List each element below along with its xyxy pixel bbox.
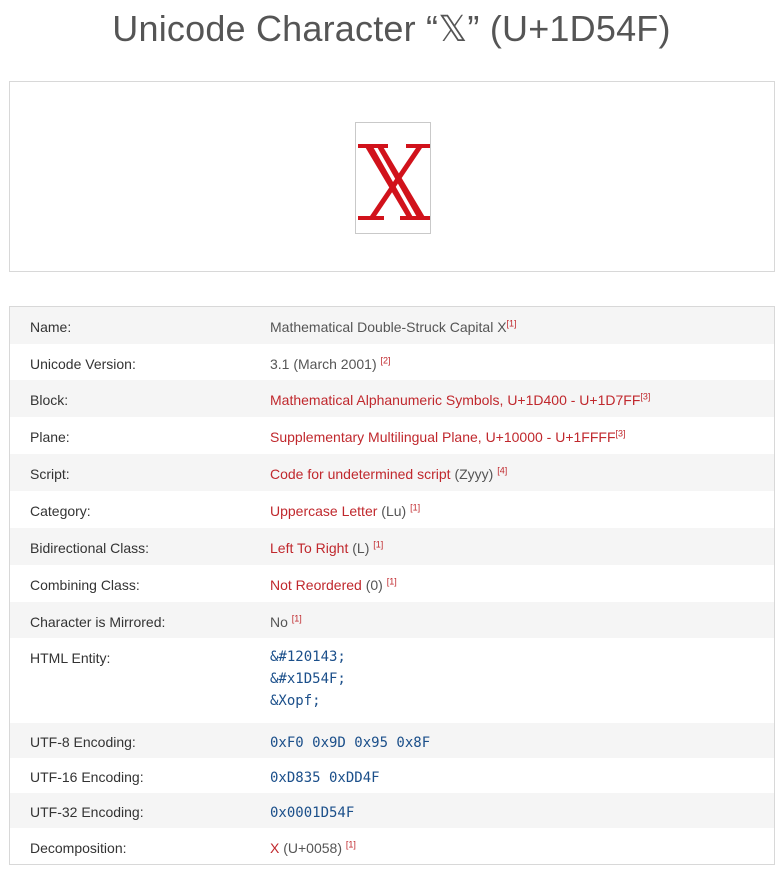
info-value-script	[270, 466, 507, 482]
reference-link[interactable]: [1]	[373, 539, 384, 550]
encoding-code: 0x0001D54F	[270, 805, 355, 821]
info-row-plane	[10, 417, 774, 454]
reference-link[interactable]: [1]	[345, 839, 356, 850]
info-label-script: Script:	[30, 466, 70, 482]
html-entity-code: &#120143;	[270, 649, 346, 665]
info-row-utf32-encoding	[10, 793, 774, 828]
info-row-script	[10, 454, 774, 491]
reference-link[interactable]: [1]	[506, 318, 517, 329]
info-value-block	[270, 392, 650, 408]
reference-link[interactable]: [1]	[410, 502, 421, 513]
info-suffix: (L)	[352, 540, 370, 556]
info-row-mirrored	[10, 602, 774, 638]
info-link[interactable]: X	[270, 840, 280, 856]
page-title: Unicode Character “𝕏” (U+1D54F)	[112, 8, 671, 49]
info-text: 3.1 (March 2001)	[270, 356, 377, 372]
info-value-plane	[270, 429, 626, 445]
glyph-preview-frame	[355, 122, 431, 234]
info-text: Mathematical Double-Struck Capital X	[270, 319, 507, 335]
info-suffix: (Zyyy)	[454, 466, 494, 482]
info-label-name: Name:	[30, 319, 72, 335]
info-label-category: Category:	[30, 503, 91, 519]
reference-link[interactable]: [3]	[615, 428, 626, 439]
info-value-utf8-encoding	[270, 734, 430, 751]
info-link[interactable]: Mathematical Alphanumeric Symbols, U+1D400 - U+1D7FF	[270, 392, 641, 408]
info-label-utf32-encoding: UTF-32 Encoding:	[30, 804, 144, 820]
info-link[interactable]: Left To Right	[270, 540, 349, 556]
reference-link[interactable]: [4]	[497, 465, 508, 476]
encoding-code: 0xF0 0x9D 0x95 0x8F	[270, 735, 431, 751]
info-label-combining-class: Combining Class:	[30, 577, 140, 593]
info-row-name	[10, 307, 774, 344]
info-value-category	[270, 503, 420, 519]
info-label-decomposition: Decomposition:	[30, 840, 127, 856]
info-link[interactable]: Supplementary Multilingual Plane, U+10000 - U+1FFFF	[270, 429, 616, 445]
info-suffix: (U+0058)	[283, 840, 342, 856]
encoding-code: 0xD835 0xDD4F	[270, 770, 380, 786]
info-value-utf32-encoding	[270, 804, 354, 821]
reference-link[interactable]: [1]	[291, 613, 302, 624]
info-row-block	[10, 380, 774, 417]
info-link[interactable]: Code for undetermined script	[270, 466, 451, 482]
info-label-plane: Plane:	[30, 429, 70, 445]
info-value-combining-class	[270, 577, 397, 593]
glyph-preview-panel	[9, 81, 775, 272]
info-suffix: (Lu)	[381, 503, 407, 519]
info-row-bidirectional-class	[10, 528, 774, 565]
info-link[interactable]: Uppercase Letter	[270, 503, 378, 519]
info-row-utf8-encoding	[10, 723, 774, 758]
info-value-utf16-encoding	[270, 769, 380, 786]
info-label-unicode-version: Unicode Version:	[30, 356, 136, 372]
reference-link[interactable]: [3]	[640, 391, 651, 402]
info-value-html-entity	[270, 646, 346, 712]
info-value-name	[270, 319, 517, 335]
reference-link[interactable]: [1]	[386, 576, 397, 587]
double-struck-x-glyph	[356, 123, 432, 235]
info-label-block: Block:	[30, 392, 69, 408]
info-value-mirrored	[270, 614, 302, 630]
info-value-unicode-version	[270, 356, 391, 372]
info-row-category	[10, 491, 774, 528]
info-label-mirrored: Character is Mirrored:	[30, 614, 166, 630]
info-row-combining-class	[10, 565, 774, 602]
info-row-unicode-version	[10, 344, 774, 380]
info-link[interactable]: Not Reordered	[270, 577, 362, 593]
info-value-bidirectional-class	[270, 540, 383, 556]
info-row-html-entity	[10, 638, 774, 723]
info-row-decomposition	[10, 828, 774, 864]
info-text: No	[270, 614, 288, 630]
info-value-decomposition	[270, 840, 356, 856]
html-entity-code: &#x1D54F;	[270, 671, 346, 687]
info-label-html-entity: HTML Entity:	[30, 650, 111, 666]
info-label-bidirectional-class: Bidirectional Class:	[30, 540, 150, 556]
html-entity-code: &Xopf;	[270, 693, 321, 709]
info-label-utf16-encoding: UTF-16 Encoding:	[30, 769, 144, 785]
reference-link[interactable]: [2]	[380, 355, 391, 366]
info-label-utf8-encoding: UTF-8 Encoding:	[30, 734, 136, 750]
info-row-utf16-encoding	[10, 758, 774, 793]
character-info-table	[9, 306, 775, 865]
info-suffix: (0)	[365, 577, 383, 593]
